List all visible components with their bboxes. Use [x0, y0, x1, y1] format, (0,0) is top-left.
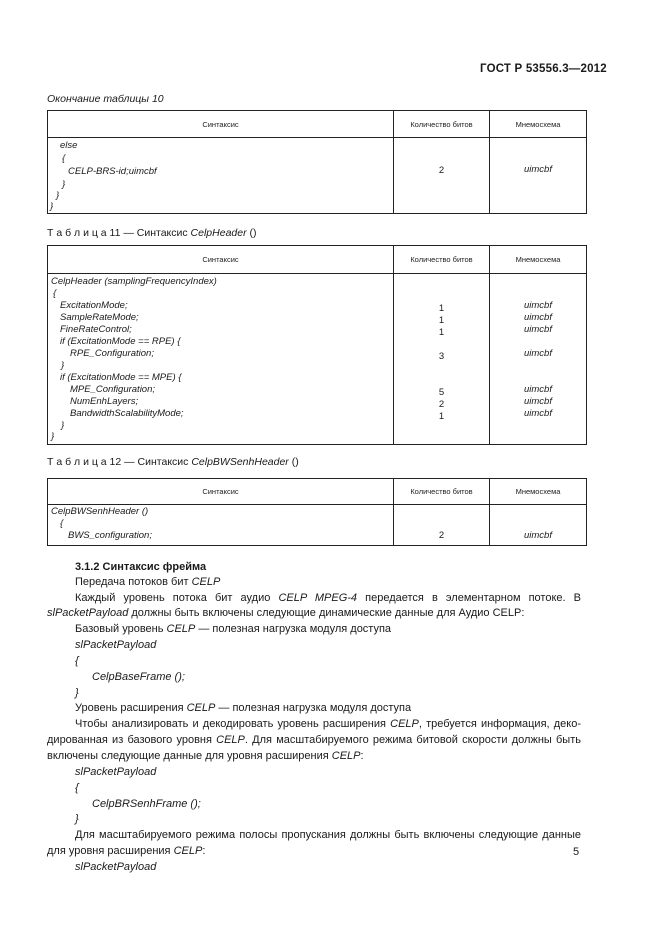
syntax-line: FineRateControl;	[60, 324, 132, 335]
bits-value: 3	[438, 351, 445, 362]
syntax-line: }	[61, 420, 65, 431]
bits-value: 2	[438, 165, 445, 176]
table10	[47, 110, 587, 214]
table10-header-mnemonic: Мнемосхема	[490, 111, 587, 138]
code-line: slPacketPayload	[75, 766, 157, 778]
mnemonic-value: uimcbf	[524, 312, 552, 323]
syntax-line: }	[56, 190, 60, 201]
syntax-line: RPE_Configuration;	[70, 348, 154, 359]
table11-header-bits: Количество битов	[394, 246, 490, 274]
syntax-line: CelpHeader (samplingFrequencyIndex)	[51, 276, 217, 287]
mnemonic-value: uimcbf	[524, 530, 552, 541]
paragraph: Передача потоков бит CELP	[75, 576, 221, 588]
table12-header-mnemonic: Мнемосхема	[490, 479, 587, 505]
mnemonic-value: uimcbf	[524, 396, 552, 407]
bits-value: 1	[438, 327, 445, 338]
syntax-line: if (ExcitationMode == MPE) {	[60, 372, 182, 383]
caption-name: CelpHeader	[190, 227, 247, 239]
mnemonic-value: uimcbf	[524, 300, 552, 311]
table11-mnemonic-cell	[490, 274, 586, 444]
code-line: slPacketPayload	[75, 861, 157, 873]
bits-value: 1	[438, 315, 445, 326]
syntax-line: ExcitationMode;	[60, 300, 128, 311]
bits-value: 2	[438, 530, 445, 541]
mnemonic-value: uimcbf	[524, 348, 552, 359]
paragraph: Базовый уровень CELP — полезная нагрузка модуля доступа	[75, 623, 392, 635]
standard-number: ГОСТ Р 53556.3—2012	[480, 63, 607, 75]
syntax-line: CELP-BRS-id;uimcbf	[68, 166, 157, 177]
code-line: CelpBaseFrame ();	[92, 671, 185, 683]
table11-bits-cell	[394, 274, 489, 444]
table11-header-mnemonic: Мнемосхема	[490, 246, 587, 274]
table10-caption: Окончание таблицы 10	[47, 93, 164, 105]
syntax-line: }	[51, 431, 55, 442]
syntax-line: CelpBWSenhHeader ()	[51, 506, 149, 517]
paragraph: для уровня расширения CELP:	[47, 845, 206, 857]
table12-header-syntax: Синтаксис	[48, 479, 394, 505]
syntax-line: BandwidthScalabilityMode;	[70, 408, 184, 419]
table12-header-bits: Количество битов	[394, 479, 490, 505]
caption-name: CelpBWSenhHeader	[191, 456, 289, 468]
syntax-line: if (ExcitationMode == RPE) {	[60, 336, 181, 347]
caption-suffix: ()	[246, 227, 257, 239]
table10-bits-cell	[394, 138, 489, 213]
paragraph: Каждый уровень потока бит аудио CELP MPEG-4 передается в элементарном потоке. В	[75, 592, 582, 604]
table12-caption	[47, 456, 299, 468]
table12-mnemonic-cell	[490, 505, 586, 545]
table11	[47, 245, 587, 445]
syntax-line: MPE_Configuration;	[70, 384, 156, 395]
syntax-line: }	[50, 201, 54, 212]
bits-value: 1	[438, 303, 445, 314]
syntax-line: {	[60, 518, 64, 529]
paragraph: slPacketPayload должны быть включены следующие динамические данные для Аудио CELP:	[47, 607, 525, 619]
paragraph: дированная из базового уровня CELP. Для масштабируемого режима битовой скорости должны быть	[47, 734, 581, 746]
paragraph: Уровень расширения CELP — полезная нагрузка модуля доступа	[75, 702, 412, 714]
code-line: CelpBRSenhFrame ();	[92, 798, 201, 810]
code-line: {	[75, 655, 79, 667]
bits-value: 5	[438, 387, 445, 398]
caption-prefix: Т а б л и ц а 12 — Синтаксис	[47, 456, 192, 468]
paragraph: Для масштабируемого режима полосы пропускания должны быть включены следующие данные	[75, 829, 581, 841]
syntax-line: {	[62, 153, 66, 164]
table10-syntax-cell	[48, 138, 393, 213]
table12-bits-cell	[394, 505, 489, 545]
code-line: slPacketPayload	[75, 639, 157, 651]
bits-value: 1	[438, 411, 445, 422]
code-line: }	[75, 687, 79, 699]
table10-header-syntax: Синтаксис	[48, 111, 394, 138]
code-line: {	[75, 782, 79, 794]
syntax-line: }	[62, 179, 66, 190]
mnemonic-value: uimcbf	[524, 384, 552, 395]
syntax-line: SampleRateMode;	[60, 312, 139, 323]
table11-caption	[47, 227, 257, 239]
table11-header-syntax: Синтаксис	[48, 246, 394, 274]
paragraph: Чтобы анализировать и декодировать уровень расширения CELP, требуется информация, деко-	[75, 718, 581, 730]
syntax-line: BWS_configuration;	[68, 530, 152, 541]
mnemonic-value: uimcbf	[524, 324, 552, 335]
syntax-line: NumEnhLayers;	[70, 396, 139, 407]
syntax-line: }	[61, 360, 65, 371]
table11-syntax-cell	[48, 274, 393, 444]
mnemonic-value: uimcbf	[524, 408, 552, 419]
syntax-line: else	[60, 140, 78, 151]
paragraph: включены следующие данные для уровня расширения CELP:	[47, 750, 364, 762]
mnemonic-value: uimcbf	[524, 164, 552, 175]
bits-value: 2	[438, 399, 445, 410]
page-number: 5	[573, 846, 580, 858]
table10-mnemonic-cell	[490, 138, 586, 213]
section-title: 3.1.2 Синтаксис фрейма	[75, 561, 207, 573]
table12-syntax-cell	[48, 505, 393, 545]
table10-header-bits: Количество битов	[394, 111, 490, 138]
code-line: }	[75, 813, 79, 825]
syntax-line: {	[53, 288, 57, 299]
caption-prefix: Т а б л и ц а 11 — Синтаксис	[47, 227, 191, 239]
caption-suffix: ()	[288, 456, 299, 468]
table12	[47, 478, 587, 546]
